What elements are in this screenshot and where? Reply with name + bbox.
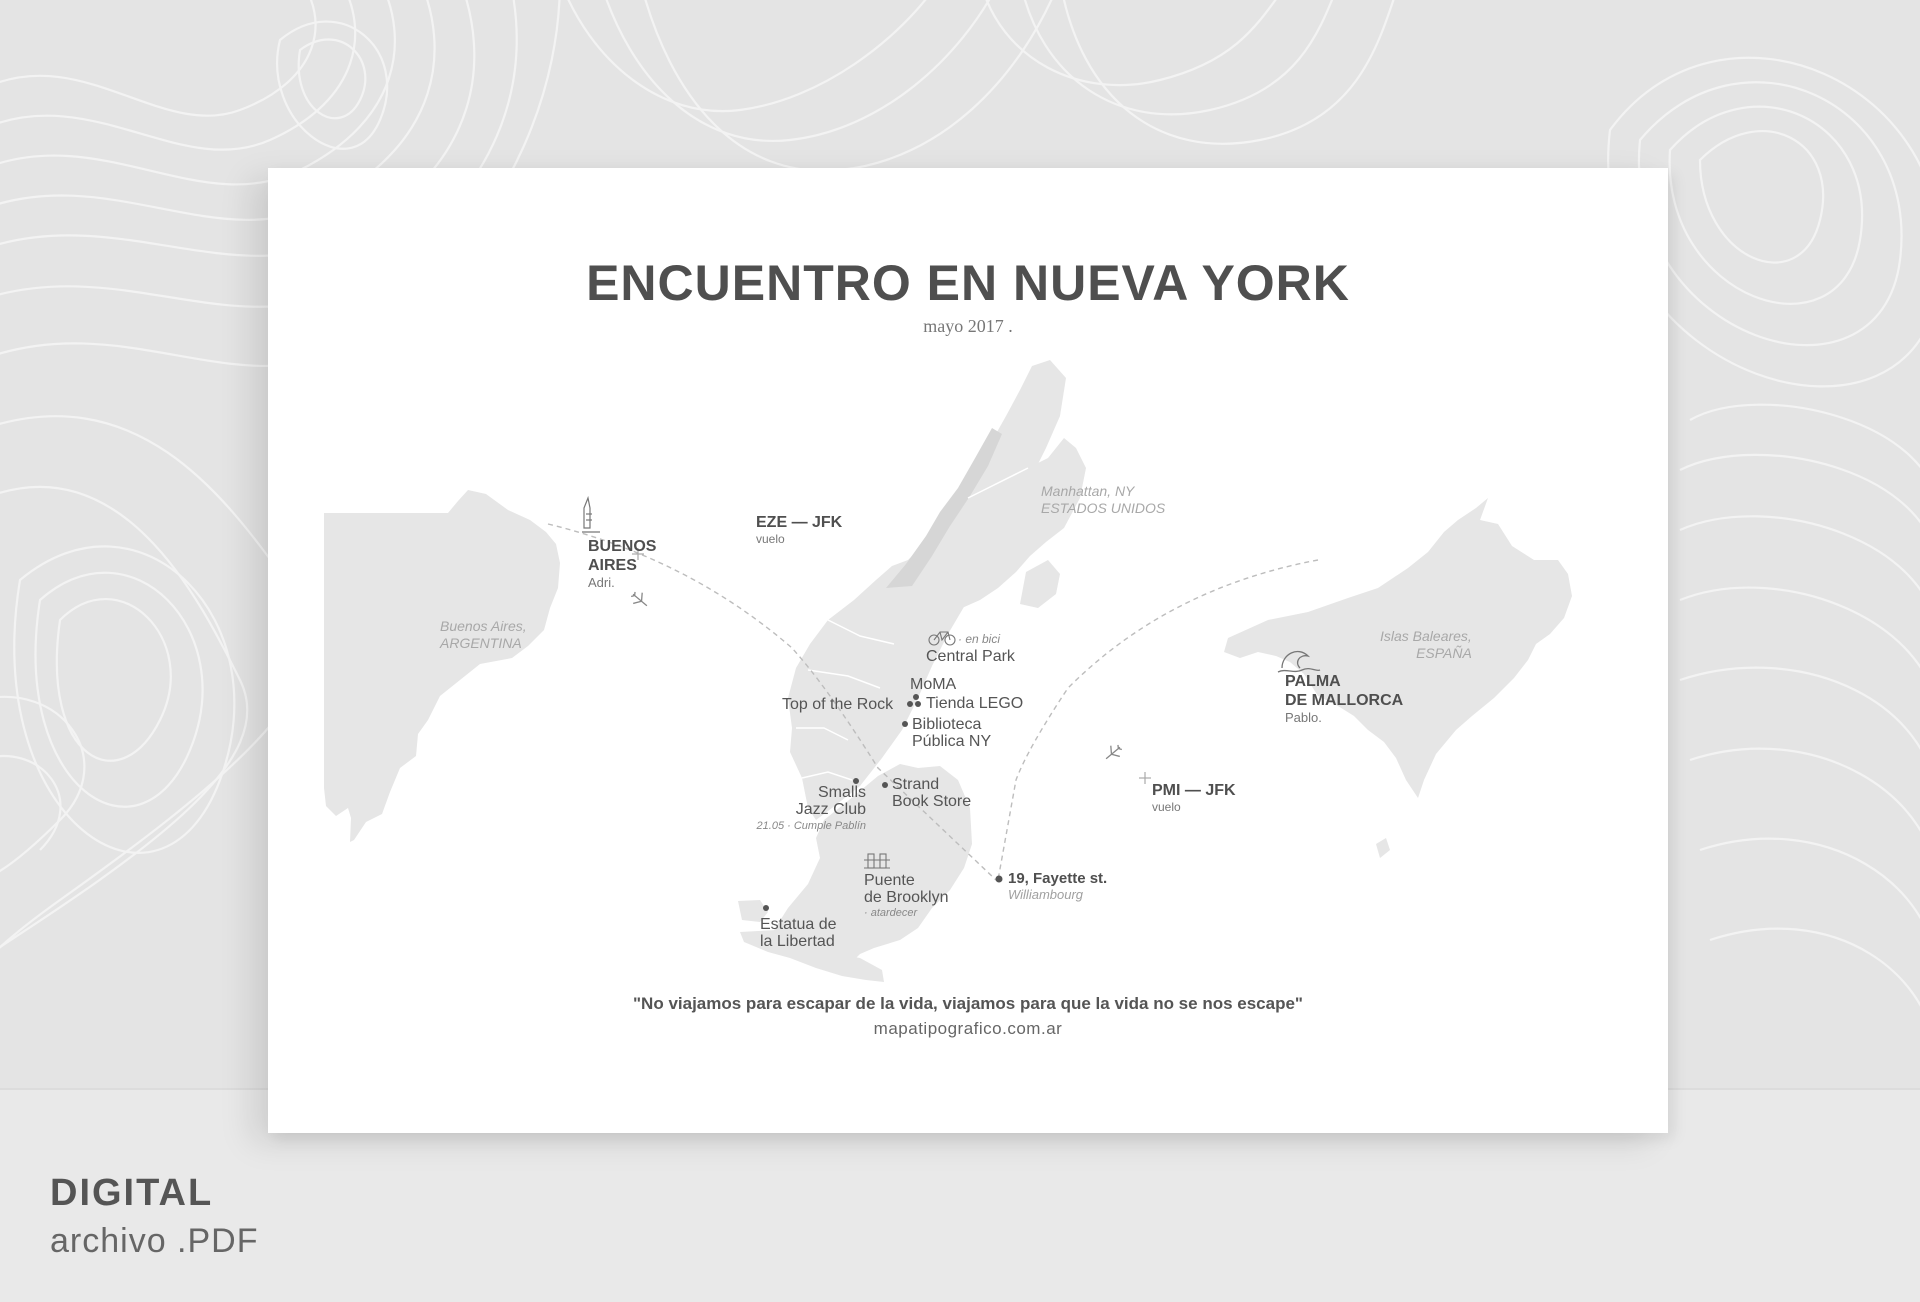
region-baleares-line1: Islas Baleares, [1380,628,1472,644]
dot-statue-of-liberty [763,905,769,911]
argentina-landmass [324,490,560,842]
biblioteca-line1: Biblioteca [912,716,982,733]
destination-label: 19, Fayette st. [1008,870,1108,887]
region-argentina-line2: ARGENTINA [440,635,522,651]
dot-moma [913,694,919,700]
origin-buenos-aires-name1: BUENOS [588,538,657,555]
region-baleares [1380,628,1472,662]
strand-line2: Book Store [892,793,972,810]
region-manhattan-line1: Manhattan, NY [1041,483,1135,499]
region-manhattan [1041,483,1165,517]
brooklyn-bridge-line1: Puente [864,872,915,889]
central-park-note: · en bici [958,632,1001,646]
top-of-the-rock-label: Top of the Rock [782,696,894,713]
biblioteca-line2: Pública NY [912,733,992,750]
smalls-line2: Jazz Club [795,801,866,818]
origin-buenos-aires-person: Adri. [588,575,615,590]
region-baleares-line2: ESPAÑA [1416,645,1472,661]
origin-palma-name2: DE MALLORCA [1285,692,1404,709]
flight-eze-route: EZE — JFK [756,514,843,531]
airplane-icon [1102,742,1125,764]
statue-of-liberty-label [760,916,837,950]
smalls-line1: Smalls [817,784,866,801]
poster-subtitle: mayo 2017 . [923,316,1013,336]
dot-strand [882,782,888,788]
statue-of-liberty-line1: Estatua de [760,916,837,933]
flight-pmi [1152,781,1236,814]
region-argentina-line1: Buenos Aires, [440,618,527,634]
strand-label [892,776,971,810]
flight-eze-mode: vuelo [756,532,785,546]
region-argentina [440,618,527,652]
dot-top-of-the-rock [907,701,913,707]
brooklyn-bridge-label [864,872,949,906]
dot-destination [996,876,1003,883]
flight-pmi-route: PMI — JFK [1152,782,1236,799]
region-manhattan-line2: ESTADOS UNIDOS [1041,500,1166,516]
product-format: archivo .PDF [50,1222,259,1260]
strand-line1: Strand [892,776,940,793]
smalls-note: 21.05 · Cumple Pablín [756,820,866,832]
statue-of-liberty-line2: la Libertad [760,933,835,950]
poster-title: ENCUENTRO EN NUEVA YORK [586,255,1350,311]
brooklyn-bridge-line2: de Brooklyn [864,889,949,906]
dot-biblioteca [902,721,908,727]
origin-palma-name1: PALMA [1285,673,1341,690]
tienda-lego-label: Tienda LEGO [926,695,1024,712]
dot-tienda-lego [915,701,921,707]
product-type: DIGITAL [50,1172,214,1214]
flight-pmi-mode: vuelo [1152,800,1181,814]
poster-quote: "No viajamos para escapar de la vida, viajamos para que la vida no se nos escape" [633,994,1303,1013]
destination-note: Williambourg [1008,887,1084,902]
crosshair-pmi [1139,772,1151,784]
biblioteca-label [912,716,991,750]
origin-buenos-aires-name2: AIRES [588,557,637,574]
route-palma [998,560,1318,880]
origin-palma [1285,672,1403,725]
smalls-label [788,784,866,818]
poster-website: mapatipografico.com.ar [873,1019,1063,1038]
origin-palma-person: Pablo. [1285,710,1322,725]
moma-label: MoMA [910,676,957,693]
brooklyn-bridge-note: · atardecer [864,907,918,919]
cabrera-islet [1376,838,1390,858]
airplane-icon [629,589,652,611]
central-park-label: Central Park [926,648,1015,665]
obelisk-icon [582,498,600,532]
flight-eze [756,513,842,546]
roosevelt-island [1020,560,1060,608]
origin-buenos-aires [588,537,656,590]
map-poster [268,168,1668,1133]
